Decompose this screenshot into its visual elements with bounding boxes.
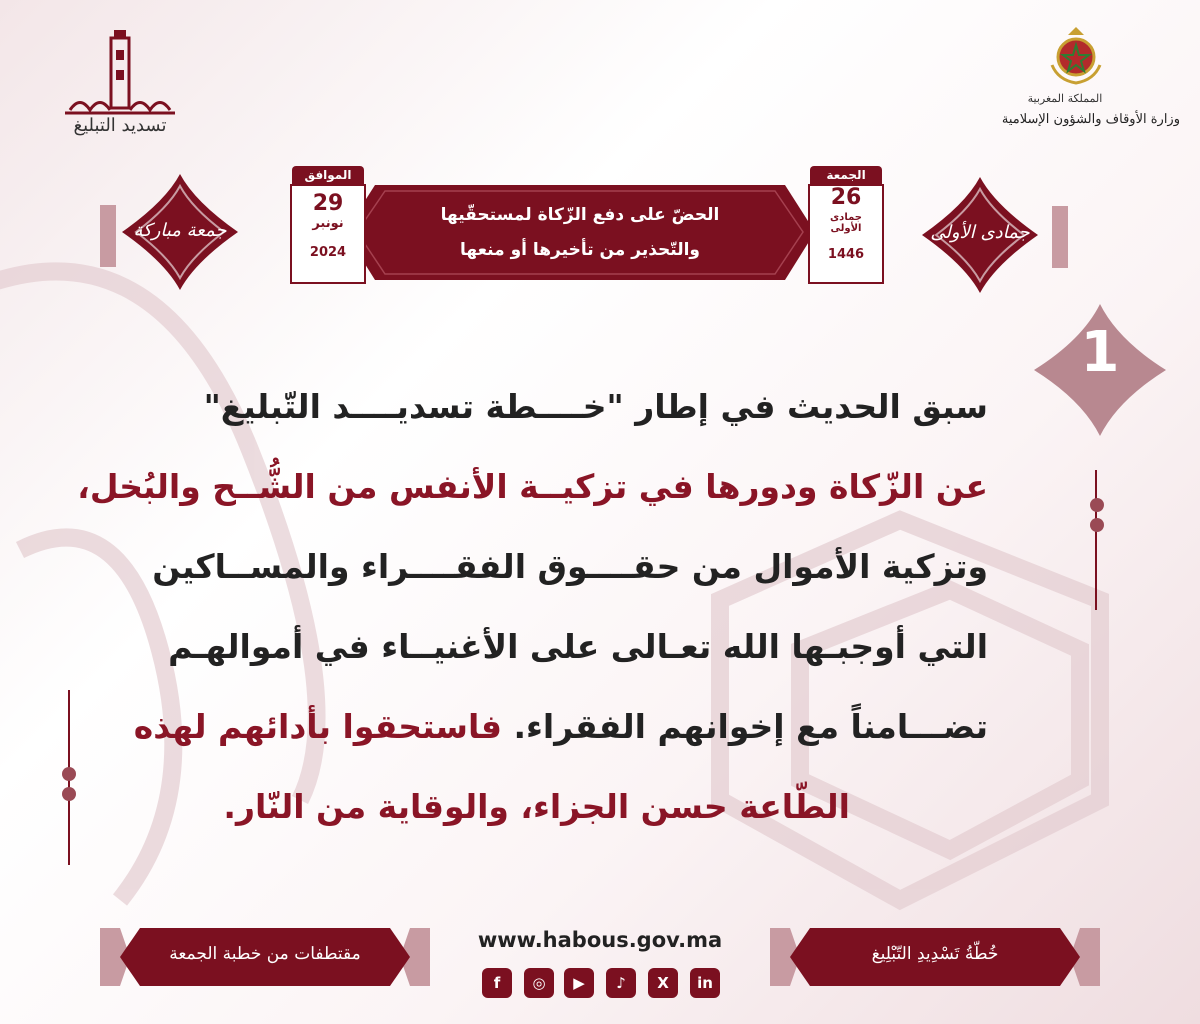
body-line-4: التي أوجبـها الله تعـالى على الأغنيــاء في أموالهـم xyxy=(168,627,988,666)
gregorian-day: 29 xyxy=(312,191,344,216)
left-ornament-text: جمعة مباركة xyxy=(133,220,227,241)
left-dot-bottom xyxy=(62,787,76,801)
right-dot-top xyxy=(1090,498,1104,512)
body-line-2: عن الزّكاة ودورها في تزكيــة الأنفس من الشُّــح والبُخل، xyxy=(77,467,988,506)
tiktok-icon[interactable]: ♪ xyxy=(606,968,636,998)
linkedin-icon[interactable]: in xyxy=(690,968,720,998)
point-number: 1 xyxy=(1080,320,1120,385)
footer-right-text: خُطّةُ تَسْدِيدِ التّبْلِيغ xyxy=(871,944,999,964)
body-line-1: سبق الحديث في إطار "خــــطة تسديــــد التّبليغ" xyxy=(203,387,988,426)
topic-line-1: الحضّ على دفع الزّكاة لمستحقّيها xyxy=(440,205,720,225)
youtube-icon[interactable]: ▶ xyxy=(564,968,594,998)
hijri-year: 1446 xyxy=(827,247,865,262)
x-icon[interactable]: X xyxy=(648,968,678,998)
gregorian-label: الموافق xyxy=(292,166,364,184)
body-line-6: الطّاعة حسن الجزاء، والوقاية من النّار. xyxy=(223,787,850,826)
website-link[interactable]: www.habous.gov.ma xyxy=(477,928,723,952)
topic-banner xyxy=(345,185,815,280)
right-ornament-text: جمادى الأولى xyxy=(930,222,1030,243)
right-dot-bottom xyxy=(1090,518,1104,532)
ministry-title: وزارة الأوقاف والشؤون الإسلامية xyxy=(1001,112,1180,127)
gregorian-month: نونبر xyxy=(312,216,344,231)
right-divider xyxy=(1095,470,1097,610)
topic-line-2: والتّحذير من تأخيرها أو منعها xyxy=(459,240,700,260)
footer-left-text: مقتطفات من خطبة الجمعة xyxy=(169,944,361,964)
instagram-icon[interactable]: ◎ xyxy=(524,968,554,998)
moroccan-emblem-icon xyxy=(1048,25,1104,85)
hijri-date-box xyxy=(808,184,884,284)
body-line-3: وتزكية الأموال من حقــــوق الفقــــراء والمســاكين xyxy=(152,547,988,586)
facebook-icon[interactable]: f xyxy=(482,968,512,998)
logo-caption: تسديد التبليغ xyxy=(73,115,167,136)
gregorian-year: 2024 xyxy=(309,245,347,260)
hijri-month: جمادى الأولى xyxy=(830,212,862,234)
right-side-bar xyxy=(1052,206,1068,268)
body-line-5-part-a: تضـــامناً مع إخوانهم الفقراء. xyxy=(513,707,988,746)
body-line-5 xyxy=(133,705,988,749)
hijri-day: 26 xyxy=(830,185,862,210)
kingdom-title: المملكة المغربية xyxy=(1027,92,1103,105)
hijri-day-label: الجمعة xyxy=(810,166,882,184)
gregorian-date-box xyxy=(290,184,366,284)
left-dot-top xyxy=(62,767,76,781)
left-side-bar xyxy=(100,205,116,267)
body-line-5-part-b: فاستحقوا بأدائهم لهذه xyxy=(133,707,503,746)
